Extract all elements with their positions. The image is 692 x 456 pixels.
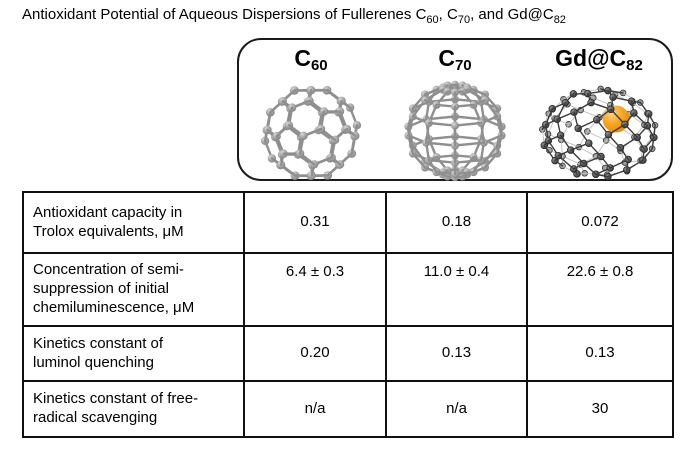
cell-value: 0.18 [386,192,527,253]
molecule-label-gdc82: $Gd@C_{82}$ [555,45,643,74]
molecule-item-gdc82 [527,40,671,179]
cell-value: 22.6 ± 0.8 [527,253,673,326]
molecule-label-c70: $C_{70}$ [438,45,472,74]
row-label: Antioxidant capacity in Trolox equivalents, μM [23,192,244,253]
page-title: Antioxidant Potential of Aqueous Dispersions of Fullerenes $C_{60}$, $C_{70}$, and $Gd@C_{82}$ [22,6,566,26]
c60-structure-image [259,81,363,185]
cell-value: 0.13 [386,326,527,381]
row-label: Kinetics constant of free-radical scavenging [23,381,244,437]
gdc82-structure-image [535,81,663,181]
cell-value: n/a [244,381,386,437]
cell-value: 11.0 ± 0.4 [386,253,527,326]
c70-structure-image [402,81,508,183]
table-row [23,381,673,437]
table-row [23,326,673,381]
cell-value: 30 [527,381,673,437]
table-row [23,192,673,253]
structure-panel [237,38,673,181]
cell-value: 0.20 [244,326,386,381]
cell-value: 0.072 [527,192,673,253]
cell-value: 6.4 ± 0.3 [244,253,386,326]
molecule-label-c60: $C_{60}$ [294,45,328,74]
table-row [23,253,673,326]
row-label: Concentration of semi-suppression of initial chemiluminescence, μM [23,253,244,326]
cell-value: n/a [386,381,527,437]
molecule-item-c70 [383,40,527,179]
cell-value: 0.31 [244,192,386,253]
cell-value: 0.13 [527,326,673,381]
results-table-body [23,192,673,437]
molecule-item-c60 [239,40,383,179]
row-label: Kinetics constant of luminol quenching [23,326,244,381]
results-table [22,191,674,438]
